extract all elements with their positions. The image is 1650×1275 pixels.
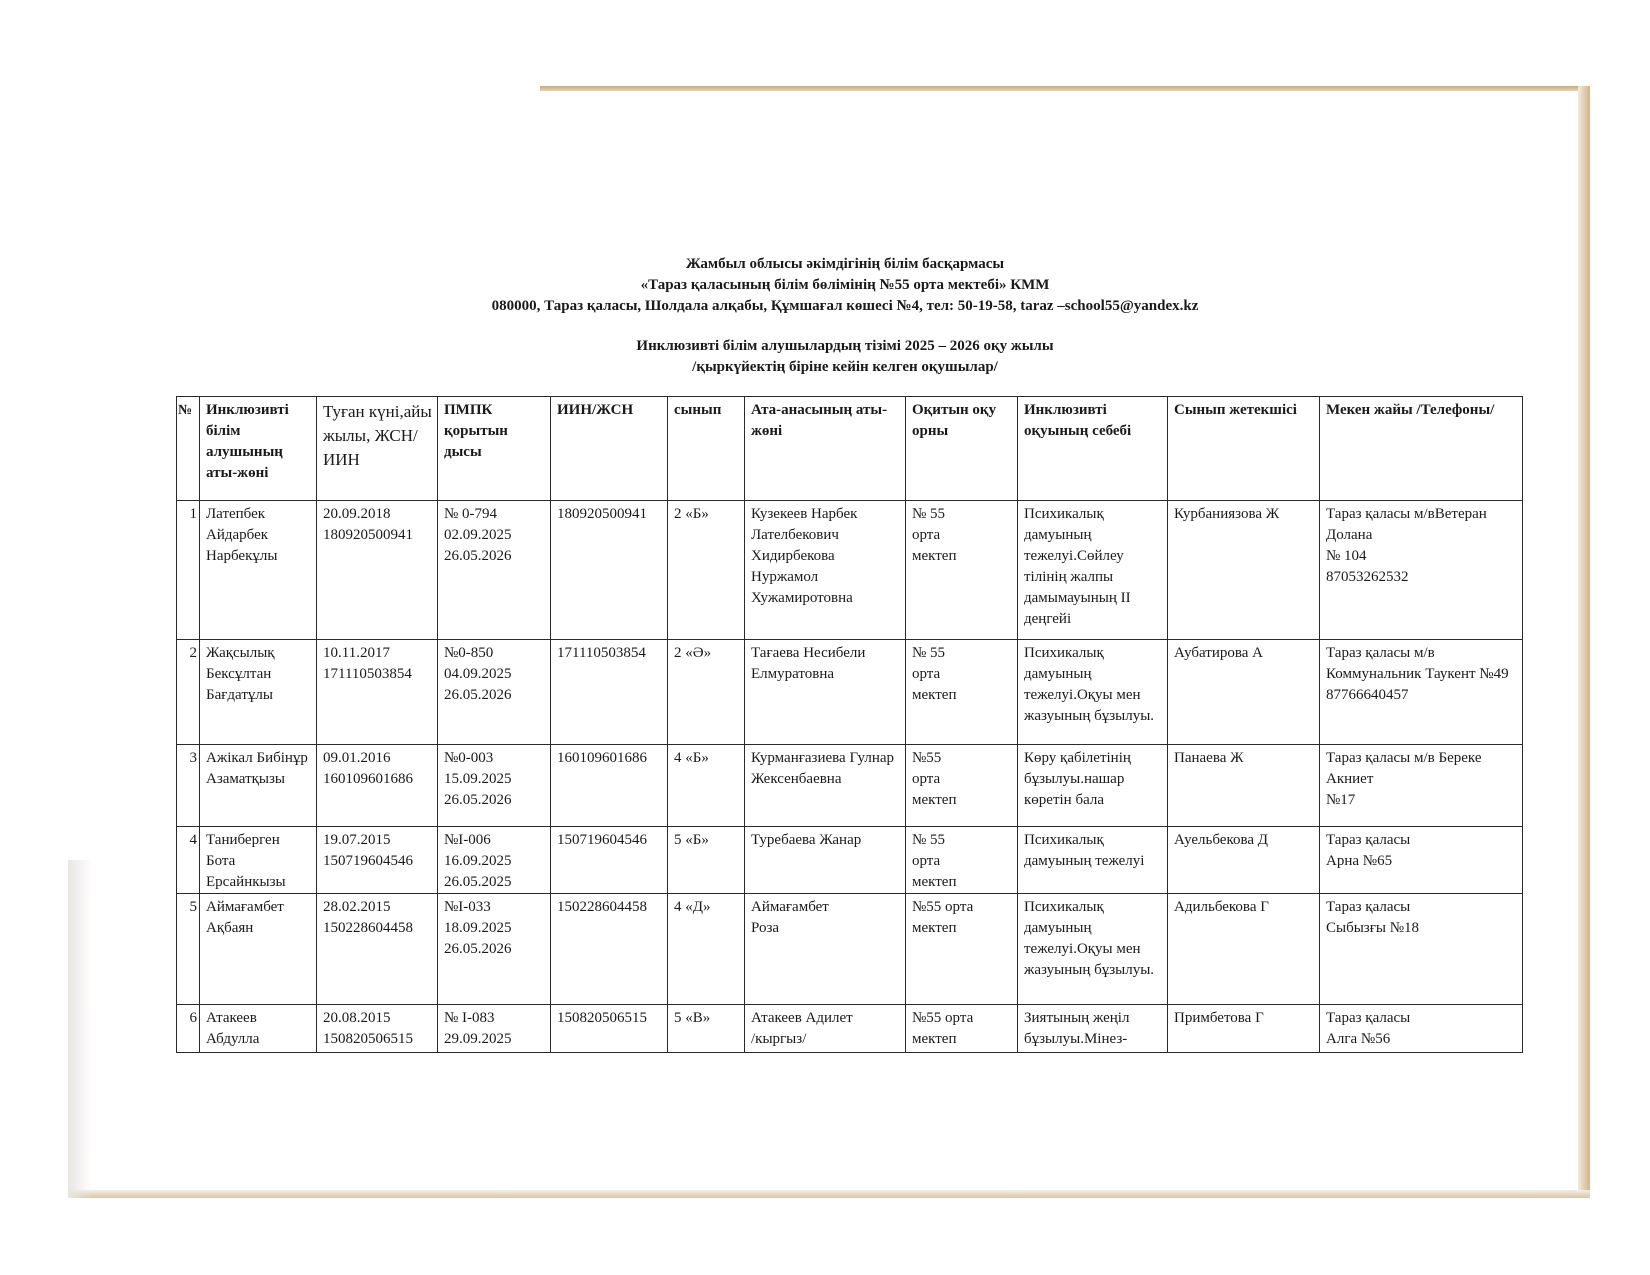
header-line-1: Жамбыл облысы әкімдігінің білім басқармасы xyxy=(685,256,1005,272)
cell-birth: 09.01.2016 160109601686 xyxy=(317,745,438,827)
cell-birth: 20.09.2018 180920500941 xyxy=(317,501,438,640)
table-row xyxy=(177,640,1523,745)
cell-parents: Туребаева Жанар xyxy=(745,827,906,894)
header-line-2: «Тараз қаласының білім бөлімінің №55 орта мектебі» КММ xyxy=(640,277,1050,293)
cell-grade: 5 «Б» xyxy=(668,827,745,894)
table-row xyxy=(177,745,1523,827)
cell-pmpk: № 0-794 02.09.2025 26.05.2026 xyxy=(438,501,551,640)
column-header: ИИН/ЖСН xyxy=(551,397,668,501)
cell-name: Таниберген Бота Ерсайнкызы xyxy=(200,827,317,894)
table-row xyxy=(177,827,1523,894)
cell-name: Аймағамбет Ақбаян xyxy=(200,894,317,1005)
cell-address: Тараз қаласы Сыбызғы №18 xyxy=(1320,894,1523,1005)
table-row xyxy=(177,501,1523,640)
cell-parents: Аймағамбет Роза xyxy=(745,894,906,1005)
cell-grade: 2 «Ә» xyxy=(668,640,745,745)
cell-num: 1 xyxy=(177,501,200,640)
cell-address: Тараз қаласы м/в Коммунальник Таукент №49 87766640457 xyxy=(1320,640,1523,745)
cell-pmpk: №І-006 16.09.2025 26.05.2025 xyxy=(438,827,551,894)
cell-grade: 5 «В» xyxy=(668,1005,745,1053)
cell-reason: Зиятының жеңіл бұзылуы.Мінез- xyxy=(1018,1005,1168,1053)
cell-teacher: Панаева Ж xyxy=(1168,745,1320,827)
column-header: ПМПК қорытын дысы xyxy=(438,397,551,501)
cell-address: Тараз қаласы Алга №56 xyxy=(1320,1005,1523,1053)
cell-iin: 150719604546 xyxy=(551,827,668,894)
cell-birth: 28.02.2015 150228604458 xyxy=(317,894,438,1005)
cell-num: 4 xyxy=(177,827,200,894)
cell-num: 3 xyxy=(177,745,200,827)
cell-reason: Психикалық дамуының тежелуі.Сөйлеу тілінің жалпы дамымауының ІІ деңгейі xyxy=(1018,501,1168,640)
cell-name: Ажікал Бибінұр Азаматқызы xyxy=(200,745,317,827)
cell-num: 6 xyxy=(177,1005,200,1053)
document-title xyxy=(170,336,1520,378)
cell-num: 2 xyxy=(177,640,200,745)
cell-school: № 55 орта мектеп xyxy=(906,501,1018,640)
cell-iin: 160109601686 xyxy=(551,745,668,827)
table-header-row xyxy=(177,397,1523,501)
column-header: Ата-анасының аты-жөні xyxy=(745,397,906,501)
cell-grade: 4 «Б» xyxy=(668,745,745,827)
sheet-edge-bottom xyxy=(68,1190,1590,1198)
cell-name: Атакеев Абдулла xyxy=(200,1005,317,1053)
cell-parents: Атакеев Адилет /кыргыз/ xyxy=(745,1005,906,1053)
cell-teacher: Курбаниязова Ж xyxy=(1168,501,1320,640)
cell-teacher: Примбетова Г xyxy=(1168,1005,1320,1053)
title-line-1: Инклюзивті білім алушылардың тізімі 2025 – 2026 оқу жылы xyxy=(636,338,1054,354)
title-line-2: /қыркүйектің біріне кейін келген оқушылар/ xyxy=(692,359,998,375)
students-table xyxy=(176,396,1523,1053)
cell-birth: 10.11.2017 171110503854 xyxy=(317,640,438,745)
column-header: Мекен жайы /Телефоны/ xyxy=(1320,397,1523,501)
cell-teacher: Ауельбекова Д xyxy=(1168,827,1320,894)
cell-school: №55 орта мектеп xyxy=(906,745,1018,827)
cell-teacher: Аубатирова А xyxy=(1168,640,1320,745)
column-header: Оқитын оқу орны xyxy=(906,397,1018,501)
cell-pmpk: №І-033 18.09.2025 26.05.2026 xyxy=(438,894,551,1005)
cell-school: №55 орта мектеп xyxy=(906,894,1018,1005)
cell-school: № 55 орта мектеп xyxy=(906,640,1018,745)
column-header: № xyxy=(177,397,200,501)
cell-pmpk: №0-003 15.09.2025 26.05.2026 xyxy=(438,745,551,827)
cell-grade: 4 «Д» xyxy=(668,894,745,1005)
cell-teacher: Адильбекова Г xyxy=(1168,894,1320,1005)
cell-grade: 2 «Б» xyxy=(668,501,745,640)
column-header: Сынып жетекшісі xyxy=(1168,397,1320,501)
cell-parents: Тағаева Несибели Елмуратовна xyxy=(745,640,906,745)
cell-reason: Көру қабілетінің бұзылуы.нашар көретін бала xyxy=(1018,745,1168,827)
cell-parents: Кузекеев Нарбек Лателбекович Хидирбекова Нуржамол Хужамиротовна xyxy=(745,501,906,640)
cell-birth: 20.08.2015 150820506515 xyxy=(317,1005,438,1053)
table-row xyxy=(177,1005,1523,1053)
cell-parents: Курманғазиева Гулнар Жексенбаевна xyxy=(745,745,906,827)
cell-iin: 150820506515 xyxy=(551,1005,668,1053)
cell-name: Жақсылық Бексұлтан Бағдатұлы xyxy=(200,640,317,745)
cell-iin: 150228604458 xyxy=(551,894,668,1005)
cell-school: №55 орта мектеп xyxy=(906,1005,1018,1053)
cell-reason: Психикалық дамуының тежелуі xyxy=(1018,827,1168,894)
cell-birth: 19.07.2015 150719604546 xyxy=(317,827,438,894)
column-header: Инклюзивті оқуының себебі xyxy=(1018,397,1168,501)
cell-address: Тараз қаласы м/в Береке Акниет №17 xyxy=(1320,745,1523,827)
sheet-edge-top xyxy=(540,86,1590,91)
cell-num: 5 xyxy=(177,894,200,1005)
cell-reason: Психикалық дамуының тежелуі.Оқуы мен жазуының бұзылуы. xyxy=(1018,640,1168,745)
column-header: Туған күні,айы жылы, ЖСН/ИИН xyxy=(317,397,438,501)
cell-address: Тараз қаласы м/вВетеран Долана № 104 87053262532 xyxy=(1320,501,1523,640)
header-line-3: 080000, Тараз қаласы, Шолдала алқабы, Құмшағал көшесі №4, тел: 50-19-58, taraz –school55@yandex.kz xyxy=(491,298,1199,314)
cell-iin: 180920500941 xyxy=(551,501,668,640)
cell-name: Латепбек Айдарбек Нарбекұлы xyxy=(200,501,317,640)
table-row xyxy=(177,894,1523,1005)
cell-pmpk: №0-850 04.09.2025 26.05.2026 xyxy=(438,640,551,745)
cell-pmpk: № І-083 29.09.2025 xyxy=(438,1005,551,1053)
cell-iin: 171110503854 xyxy=(551,640,668,745)
cell-address: Тараз қаласы Арна №65 xyxy=(1320,827,1523,894)
cell-school: № 55 орта мектеп xyxy=(906,827,1018,894)
sheet-shadow xyxy=(68,860,92,1198)
column-header: сынып xyxy=(668,397,745,501)
column-header: Инклюзивті білім алушының аты-жөні xyxy=(200,397,317,501)
sheet-edge-right xyxy=(1578,86,1590,1198)
cell-reason: Психикалық дамуының тежелуі.Оқуы мен жазуының бұзылуы. xyxy=(1018,894,1168,1005)
school-header xyxy=(170,254,1520,317)
